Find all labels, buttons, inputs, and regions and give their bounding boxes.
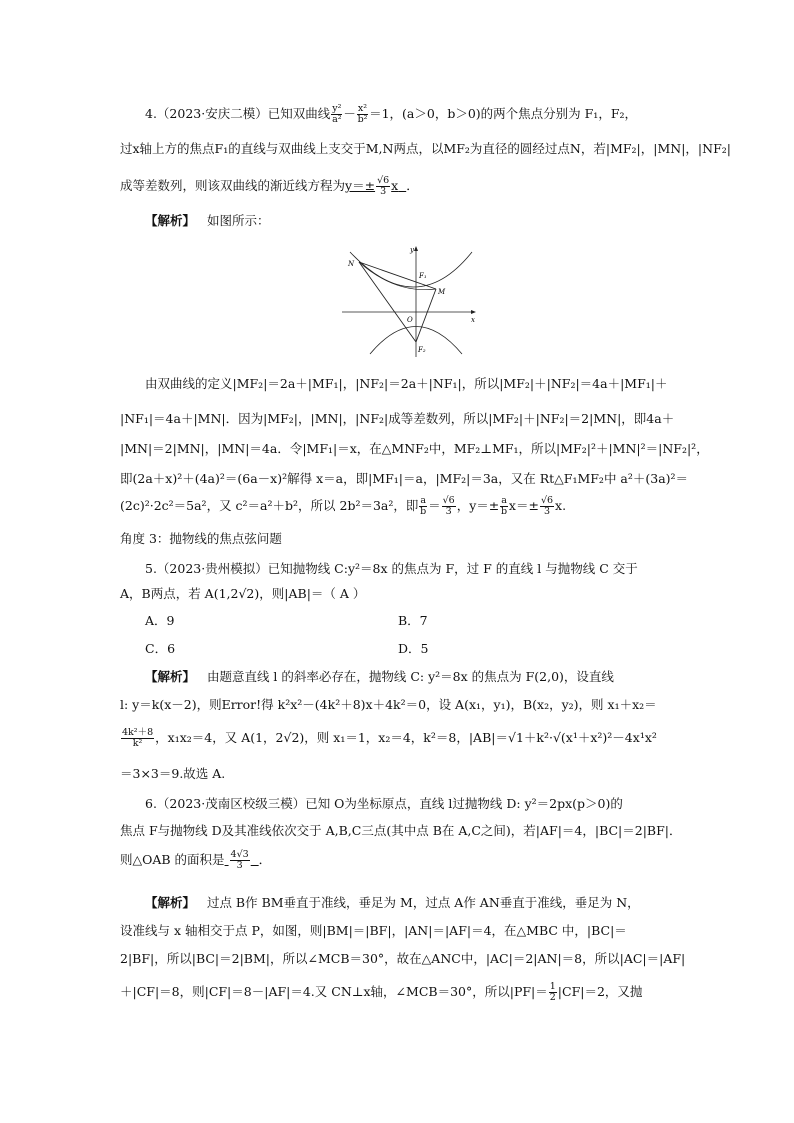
p5-option-b: B．7 — [398, 613, 428, 628]
fig-label-N: N — [348, 260, 355, 268]
fraction-x2-b2: $\frac{\text{x²}}{\text{b²}}$ — [357, 103, 368, 125]
fig-label-y: y — [410, 246, 414, 254]
analysis-label: 【解析】 — [145, 895, 196, 910]
p5-option-c: C．6 — [145, 641, 176, 656]
p6-answer: $\frac{4√3}{3}$ — [230, 849, 249, 871]
fig-label-O: O — [407, 316, 413, 324]
p4-line2: 过x轴上方的焦点F₁的直线与双曲线上支交于M,N两点，以MF₂为直径的圆经过点N，若|MF₂|，|MN|，|NF₂| — [120, 141, 731, 156]
p4-analysis-line: 【解析】 如图所示： — [145, 213, 270, 228]
p5-line1: 5.（2023·贵州模拟）已知抛物线 C:y²＝8x 的焦点为 F，过 F 的直线 l 与抛物线 C 交于 — [145, 561, 638, 576]
p6-sol-line4: ＋|CF|＝8，则|CF|＝8－|AF|＝4.又 CN⊥x轴，∠MCB＝30°，所以|PF|＝ $\frac{1}{2}$ |CF|＝2，又抛 — [120, 981, 643, 1003]
p4-line3: 成等差数列，则该双曲线的渐近线方程为y＝± $\frac{√6}{3}$ x ． — [120, 175, 419, 197]
p4-sol-line1: 由双曲线的定义|MF₂|＝2a＋|MF₁|，|NF₂|＝2a＋|NF₁|，所以|MF₂|＋|NF₂|＝4a＋|MF₁|＋ — [145, 376, 668, 391]
section-heading-angle3: 角度 3：抛物线的焦点弦问题 — [120, 531, 282, 546]
fig-label-F1: F₁ — [419, 272, 427, 280]
hyperbola-figure — [340, 244, 480, 359]
analysis-label: 【解析】 — [145, 213, 196, 228]
p5-sol-line4: ＝3×3＝9.故选 A. — [120, 766, 226, 781]
fig-label-M: M — [438, 288, 446, 296]
p6-line2: 焦点 F与抛物线 D及其准线依次交于 A,B,C三点(其中点 B在 A,C之间)，若|AF|＝4，|BC|＝2|BF|． — [120, 823, 682, 838]
fig-label-F2: F₂ — [418, 346, 426, 354]
p4-sol-line4: 即(2a＋x)²＋(4a)²＝(6a－x)²解得 x＝a，即|MF₁|＝a，|MF₂|＝3a，又在 Rt△F₁MF₂中 a²＋(3a)²＝ — [120, 471, 689, 486]
p4-sol-line2: |NF₁|＝4a＋|MN|．因为|MF₂|，|MN|，|NF₂|成等差数列，所以|MF₂|＋|NF₂|＝2|MN|，即4a＋ — [120, 411, 675, 426]
analysis-label: 【解析】 — [145, 669, 196, 684]
p5-sol-line3: $\frac{\text{4k²＋8}}{\text{k²}}$ ，x₁x₂＝4，又 A(1，2√2)，则 x₁＝1，x₂＝4，k²＝8，|AB|＝√1＋k²·√(x¹＋x²)²－4x¹x² — [122, 727, 657, 749]
p5-line2: A，B两点，若 A(1,2√2)，则|AB|＝（ A ） — [120, 586, 366, 601]
p5-sol-line1: 【解析】 由题意直线 l 的斜率必存在，抛物线 C: y²＝8x 的焦点为 F(2,0)，设直线 — [145, 669, 614, 684]
fig-label-x: x — [471, 316, 475, 324]
p6-sol-line3: 2|BF|，所以|BC|＝2|BM|，所以∠MCB＝30°，故在△ANC中，|AC|＝2|AN|＝8，所以|AC|＝|AF| — [120, 951, 686, 966]
p5-option-a: A．9 — [145, 613, 175, 628]
fraction-y2-a2: $\frac{\text{y²}}{\text{a²}}$ — [332, 103, 342, 125]
p6-line3: 则△OAB 的面积是 $\frac{4√3}{3}$ ． — [120, 849, 272, 871]
p4-line1: 4.（2023·安庆二模）已知双曲线 $\frac{\text{y²}}{\text{a²}}$ － $\frac{\text{x²}}{\text{b²}}$ ＝1，(a＞0，b＞0)的两个焦点分别为 F₁，F₂， — [145, 103, 638, 125]
p6-sol-line2: 设准线与 x 轴相交于点 P，如图，则|BM|＝|BF|，|AN|＝|AF|＝4，在△MBC 中，|BC|＝ — [120, 923, 627, 938]
p5-option-d: D．5 — [398, 641, 429, 656]
p5-sol-line2: l: y＝k(x－2)，则Error!得 k²x²－(4k²＋8)x＋4k²＝0，设 A(x₁，y₁)，B(x₂，y₂)，则 x₁＋x₂＝ — [120, 697, 657, 712]
p6-sol-line1: 【解析】 过点 B作 BM垂直于准线，垂足为 M，过点 A作 AN垂直于准线，垂足为 N， — [145, 895, 640, 910]
p4-answer: y＝± $\frac{√6}{3}$ x — [345, 175, 399, 197]
p6-line1: 6.（2023·茂南区校级三模）已知 O为坐标原点，直线 l过抛物线 D: y²＝2px(p＞0)的 — [145, 796, 623, 811]
p4-sol-line5: (2c)²·2c²＝5a²，又 c²＝a²＋b²，所以 2b²＝3a²，即 $\frac{a}{b}$ ＝ $\frac{√6}{3}$ ，y＝± $\frac{a}{b}$ x＝± $\frac{√6}{3}$ x. — [120, 495, 567, 517]
p4-sol-line3: |MN|＝2|MN|，|MN|＝4a．令|MF₁|＝x，在△MNF₂中，MF₂⊥MF₁，所以|MF₂|²＋|MN|²＝|NF₂|²， — [120, 441, 709, 456]
